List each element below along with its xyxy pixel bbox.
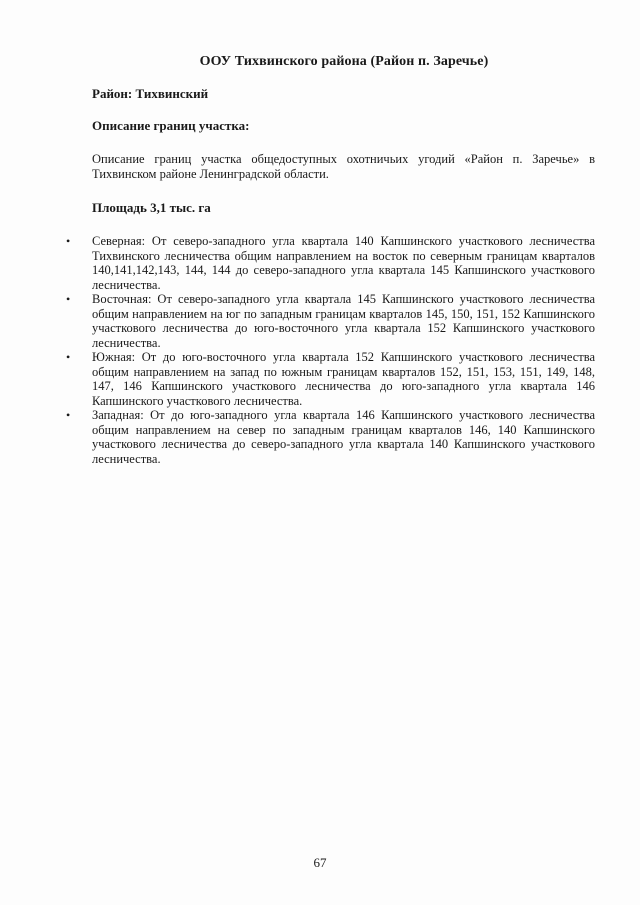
- boundary-text: Северная: От северо-западного угла квартала 140 Капшинского участкового лесничества Тихвинского лесничества общим направлением на восток по северным границам кварталов 140,141,142,143, 144, 144 до северо-западного угла квартала 145 Капшинского участкового лесничества.: [92, 234, 595, 292]
- bullet-icon: •: [66, 292, 71, 306]
- bullet-icon: •: [66, 350, 71, 364]
- boundary-item-south: [60, 350, 595, 408]
- boundary-description-heading: Описание границ участка:: [92, 118, 250, 133]
- bullet-icon: •: [66, 408, 71, 422]
- boundary-list: [60, 234, 595, 466]
- boundary-text: Западная: От до юго-западного угла квартала 146 Капшинского участкового лесничества общим направлением на север по западным границам кварталов 146, 140 Капшинского участкового лесничества до северо-западного угла квартала 140 Капшинского участкового лесничества.: [92, 408, 595, 466]
- bullet-icon: •: [66, 234, 71, 248]
- document-title: ООУ Тихвинского района (Район п. Заречье): [199, 54, 489, 69]
- boundary-text: Южная: От до юго-восточного угла квартала 152 Капшинского участкового лесничества общим направлением на запад по южным границам кварталов 152, 151, 153, 151, 149, 148, 147, 146 Капшинского участкового лесничества до юго-западного угла квартала 146 Капшинского участкового лесничества.: [92, 350, 595, 408]
- region-label: Район: Тихвинский: [92, 86, 209, 101]
- boundary-item-north: [60, 234, 595, 292]
- boundary-text: Восточная: От северо-западного угла квартала 145 Капшинского участкового лесничества общим направлением на юг по западным границам кварталов 145, 150, 151, 152 Капшинского участкового лесничества до юго-восточного угла квартала 152 Капшинского участкового лесничества.: [92, 292, 595, 350]
- boundary-intro-paragraph: Описание границ участка общедоступных охотничьих угодий «Район п. Заречье» в Тихвинском районе Ленинградской области.: [92, 152, 595, 181]
- area-label: Площадь 3,1 тыс. га: [92, 200, 211, 215]
- boundary-item-west: [60, 408, 595, 466]
- boundary-item-east: [60, 292, 595, 350]
- page-number: 67: [313, 855, 327, 870]
